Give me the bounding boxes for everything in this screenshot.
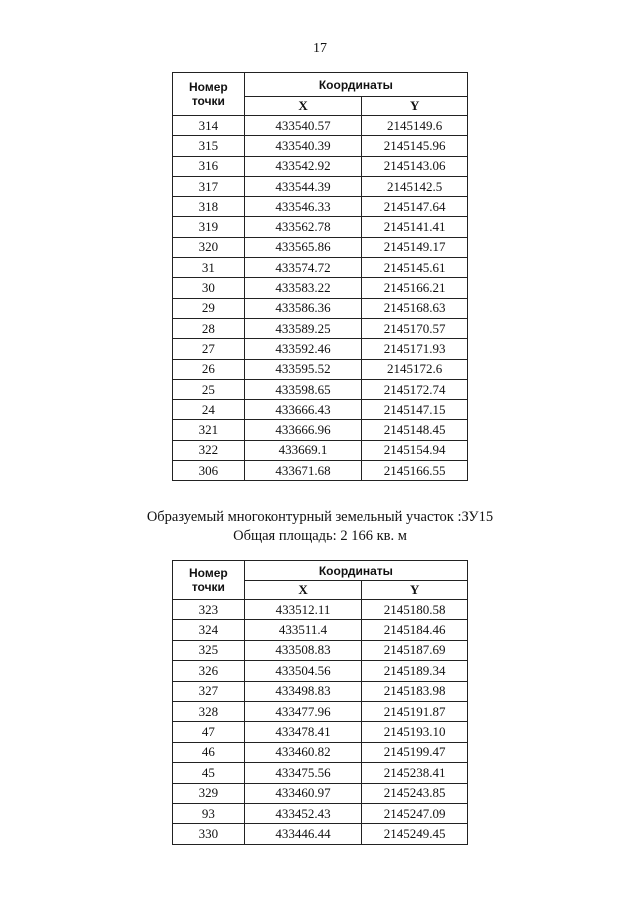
table-row [173,600,468,620]
x-coordinate-cell: 433452.43 [244,803,362,823]
y-coordinate-cell: 2145143.06 [362,156,468,176]
y-coordinate-cell: 2145249.45 [362,824,468,844]
x-coordinate-cell: 433565.86 [244,237,362,257]
y-coordinate-cell: 2145154.94 [362,440,468,460]
page-number: 17 [313,41,327,56]
y-coordinate-cell: 2145191.87 [362,701,468,721]
table-row [173,258,468,278]
header-coordinates: Координаты [244,73,467,97]
table-row [173,359,468,379]
point-number-cell: 322 [173,440,245,460]
table-row [173,461,468,481]
table-row [173,763,468,783]
x-coordinate-cell: 433671.68 [244,461,362,481]
table-row [173,116,468,136]
x-coordinate-cell: 433477.96 [244,701,362,721]
x-coordinate-cell: 433546.33 [244,197,362,217]
table-row [173,722,468,742]
table-2-body [173,600,468,845]
point-number-cell: 329 [173,783,245,803]
y-coordinate-cell: 2145238.41 [362,763,468,783]
table-row [173,824,468,844]
header-x: X [244,97,362,116]
point-number-cell: 46 [173,742,245,762]
x-coordinate-cell: 433598.65 [244,379,362,399]
table-row [173,217,468,237]
x-coordinate-cell: 433669.1 [244,440,362,460]
point-number-cell: 314 [173,116,245,136]
x-coordinate-cell: 433446.44 [244,824,362,844]
y-coordinate-cell: 2145187.69 [362,640,468,660]
x-coordinate-cell: 433508.83 [244,640,362,660]
point-number-cell: 30 [173,278,245,298]
point-number-cell: 28 [173,318,245,338]
table-row [173,803,468,823]
table-row [173,156,468,176]
y-coordinate-cell: 2145243.85 [362,783,468,803]
y-coordinate-cell: 2145180.58 [362,600,468,620]
header-x: X [244,581,362,600]
x-coordinate-cell: 433512.11 [244,600,362,620]
x-coordinate-cell: 433540.39 [244,136,362,156]
y-coordinate-cell: 2145145.96 [362,136,468,156]
table-row [173,298,468,318]
table-row [173,197,468,217]
table-1-body [173,116,468,481]
y-coordinate-cell: 2145193.10 [362,722,468,742]
x-coordinate-cell: 433595.52 [244,359,362,379]
x-coordinate-cell: 433498.83 [244,681,362,701]
table-row [173,379,468,399]
point-number-cell: 25 [173,379,245,399]
y-coordinate-cell: 2145149.6 [362,116,468,136]
point-number-cell: 327 [173,681,245,701]
table-row [173,661,468,681]
point-number-cell: 45 [173,763,245,783]
x-coordinate-cell: 433666.43 [244,400,362,420]
x-coordinate-cell: 433589.25 [244,318,362,338]
y-coordinate-cell: 2145189.34 [362,661,468,681]
x-coordinate-cell: 433504.56 [244,661,362,681]
table-row [173,400,468,420]
point-number-cell: 330 [173,824,245,844]
point-number-cell: 306 [173,461,245,481]
point-number-cell: 326 [173,661,245,681]
point-number-cell: 324 [173,620,245,640]
table-row [173,176,468,196]
parcel-area: Общая площадь: 2 166 кв. м [233,528,407,544]
x-coordinate-cell: 433511.4 [244,620,362,640]
point-number-cell: 321 [173,420,245,440]
point-number-cell: 93 [173,803,245,823]
x-coordinate-cell: 433460.82 [244,742,362,762]
y-coordinate-cell: 2145166.55 [362,461,468,481]
y-coordinate-cell: 2145171.93 [362,339,468,359]
x-coordinate-cell: 433540.57 [244,116,362,136]
y-coordinate-cell: 2145142.5 [362,176,468,196]
table-row [173,440,468,460]
table-row [173,318,468,338]
y-coordinate-cell: 2145184.46 [362,620,468,640]
x-coordinate-cell: 433544.39 [244,176,362,196]
x-coordinate-cell: 433574.72 [244,258,362,278]
point-number-cell: 26 [173,359,245,379]
point-number-cell: 320 [173,237,245,257]
header-point-number: Номер точки [173,73,245,116]
table-row [173,339,468,359]
point-number-cell: 47 [173,722,245,742]
x-coordinate-cell: 433583.22 [244,278,362,298]
header-y: Y [362,97,468,116]
table-row [173,237,468,257]
point-number-cell: 328 [173,701,245,721]
table-row [173,420,468,440]
y-coordinate-cell: 2145247.09 [362,803,468,823]
point-number-cell: 29 [173,298,245,318]
x-coordinate-cell: 433475.56 [244,763,362,783]
y-coordinate-cell: 2145145.61 [362,258,468,278]
y-coordinate-cell: 2145148.45 [362,420,468,440]
y-coordinate-cell: 2145172.6 [362,359,468,379]
table-row [173,278,468,298]
y-coordinate-cell: 2145141.41 [362,217,468,237]
table-row [173,681,468,701]
table-row [173,640,468,660]
parcel-title: Образуемый многоконтурный земельный участок :ЗУ15 [146,509,494,525]
x-coordinate-cell: 433592.46 [244,339,362,359]
y-coordinate-cell: 2145170.57 [362,318,468,338]
point-number-cell: 24 [173,400,245,420]
point-number-cell: 323 [173,600,245,620]
point-number-cell: 318 [173,197,245,217]
point-number-cell: 317 [173,176,245,196]
x-coordinate-cell: 433478.41 [244,722,362,742]
y-coordinate-cell: 2145168.63 [362,298,468,318]
point-number-cell: 319 [173,217,245,237]
x-coordinate-cell: 433586.36 [244,298,362,318]
x-coordinate-cell: 433562.78 [244,217,362,237]
x-coordinate-cell: 433460.97 [244,783,362,803]
y-coordinate-cell: 2145147.64 [362,197,468,217]
table-row [173,136,468,156]
table-row [173,783,468,803]
header-y: Y [362,581,468,600]
point-number-cell: 316 [173,156,245,176]
y-coordinate-cell: 2145166.21 [362,278,468,298]
point-number-cell: 325 [173,640,245,660]
header-coordinates: Координаты [244,561,467,581]
x-coordinate-cell: 433666.96 [244,420,362,440]
x-coordinate-cell: 433542.92 [244,156,362,176]
y-coordinate-cell: 2145149.17 [362,237,468,257]
coordinates-table-1 [172,72,468,481]
table-row [173,701,468,721]
point-number-cell: 31 [173,258,245,278]
y-coordinate-cell: 2145147.15 [362,400,468,420]
coordinates-table-2 [172,560,468,845]
table-row [173,620,468,640]
point-number-cell: 315 [173,136,245,156]
point-number-cell: 27 [173,339,245,359]
table-row [173,742,468,762]
header-point-number: Номер точки [173,561,245,600]
y-coordinate-cell: 2145199.47 [362,742,468,762]
y-coordinate-cell: 2145183.98 [362,681,468,701]
y-coordinate-cell: 2145172.74 [362,379,468,399]
